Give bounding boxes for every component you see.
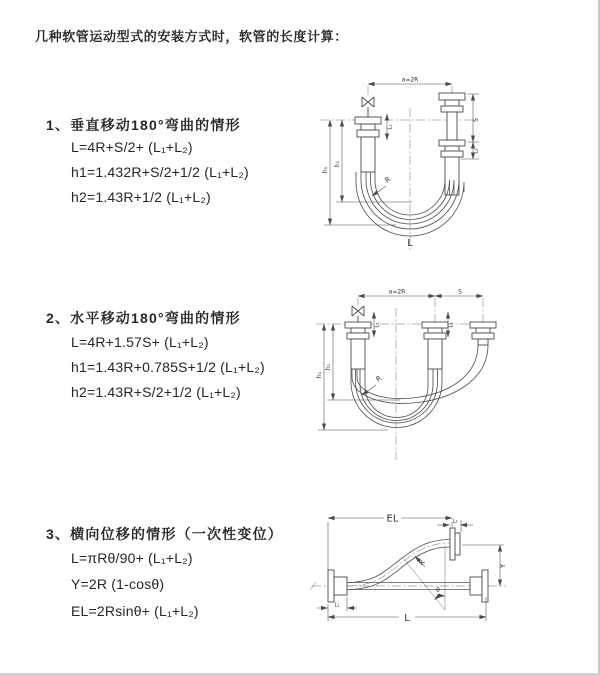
braided-hose-section <box>351 339 365 369</box>
right-fitting <box>439 93 465 195</box>
dimension-l1 <box>374 312 381 337</box>
left-fitting <box>345 322 371 369</box>
label-y: Y <box>499 563 507 569</box>
middle-fitting <box>422 322 448 369</box>
braided-hose-section <box>428 339 442 369</box>
label-h2: h₂ <box>334 160 341 168</box>
label-el: EL <box>386 513 399 525</box>
label-s: S <box>458 288 462 296</box>
valve-icon <box>352 306 364 322</box>
section-1-formula-h2: h2=1.43R+1/2 (L₁+L₂) <box>71 189 211 205</box>
dimension-l <box>328 597 486 624</box>
section-2-formula-h1: h1=1.43R+0.785S+1/2 (L₁+L₂) <box>71 359 265 375</box>
hose-moved-position <box>352 345 488 403</box>
label-l-total: L <box>404 613 410 624</box>
label-a2r: a=2R <box>388 288 406 296</box>
radius-construction <box>403 546 445 610</box>
centerlines <box>316 298 496 460</box>
dimension-l2 <box>448 312 455 337</box>
valve-icon <box>362 97 374 117</box>
diagram-vertical-180-bend <box>300 70 585 260</box>
section-3-formula-L: L=πRθ/90+ (L₁+L₂) <box>71 550 193 566</box>
left-fitting <box>355 117 381 172</box>
section-3-heading: 3、横向位移的情形（一次性变位） <box>46 526 283 542</box>
label-a2r: a=2R <box>401 76 419 84</box>
section-2-formula-L: L=4R+1.57S+ (L₁+L₂) <box>71 334 209 350</box>
diagram-lateral-displacement <box>300 500 600 660</box>
label-l1: L₁ <box>387 124 394 130</box>
section-2-formula-h2: h2=1.43R+S/2+1/2 (L₁+L₂) <box>71 384 241 400</box>
section-2-heading: 2、水平移动180°弯曲的情形 <box>46 310 241 326</box>
label-l2: L₂ <box>448 322 455 328</box>
section-1-heading: 1、垂直移动180°弯曲的情形 <box>46 117 241 133</box>
dimension-l1 <box>387 114 394 140</box>
label-r: R <box>374 374 384 384</box>
label-l1: L₁ <box>374 322 381 328</box>
diagram-horizontal-180-bend <box>300 282 600 467</box>
dimension-a2r <box>358 289 435 297</box>
label-theta: θ <box>436 587 440 594</box>
dimension-s <box>435 289 483 297</box>
label-h1: h₁ <box>322 166 329 174</box>
label-l1: L₁ <box>334 602 340 609</box>
dimension-l1 <box>317 597 357 611</box>
displaced-flange <box>450 528 460 560</box>
label-h2: h₂ <box>325 363 332 371</box>
section-3-formula-EL: EL=2Rsinθ+ (L₁+L₂) <box>71 603 199 619</box>
dimension-s-l2 <box>461 94 480 159</box>
section-1-formula-L: L=4R+S/2+ (L₁+L₂) <box>71 139 193 155</box>
braided-hose-section <box>445 157 459 195</box>
left-fitting <box>328 570 347 602</box>
dimension-a2r <box>368 77 452 85</box>
hose-s-curve <box>347 540 450 590</box>
label-l-total: L <box>407 238 413 249</box>
section-3-formula-Y: Y=2R (1-cosθ) <box>71 576 165 592</box>
braided-hose-section <box>361 137 375 172</box>
label-s: S <box>472 118 480 122</box>
label-r: R <box>417 558 427 568</box>
section-1-formula-h1: h1=1.432R+S/2+1/2 (L₁+L₂) <box>71 164 249 180</box>
label-l2: L₂ <box>452 518 458 525</box>
label-r: R <box>383 175 393 185</box>
label-l2: L₂ <box>473 148 480 154</box>
label-h1: h₁ <box>316 371 323 379</box>
page-title: 几种软管运动型式的安装方式时，软管的长度计算： <box>35 29 348 44</box>
right-fitting <box>470 322 496 345</box>
